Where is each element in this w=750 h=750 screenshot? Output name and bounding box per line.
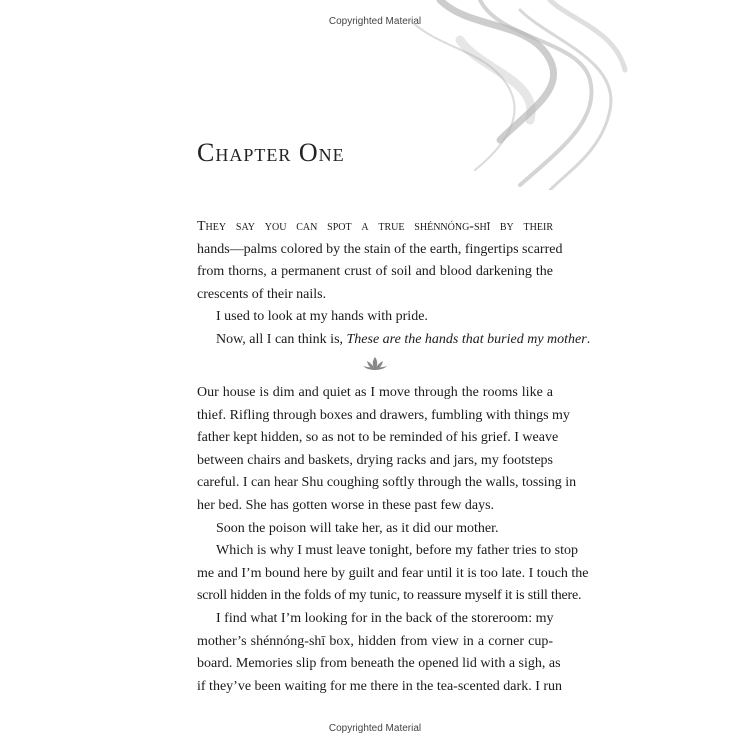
paragraph-line: if they’ve been waiting for me there in the tea-scented dark. I run (197, 678, 563, 694)
section-2 (197, 382, 589, 698)
paragraph-line: between chairs and baskets, drying racks and jars, my footsteps (197, 452, 553, 468)
paragraph-line: thief. Rifling through boxes and drawers, fumbling with things my (197, 407, 570, 423)
paragraph-line: from thorns, a permanent crust of soil and blood darkening the (197, 264, 553, 280)
paragraph-line: father kept hidden, so as not to be reminded of his grief. I weave (197, 430, 559, 446)
paragraph-line: Now, all I can think is, These are the hands that buried my mother. (216, 331, 591, 347)
chapter-title: Chapter One (197, 138, 345, 167)
paragraph-line: Soon the poison will take her, as it did our mother. (216, 520, 499, 536)
paragraph-line: crescents of their nails. (197, 286, 327, 302)
paragraph-line: careful. I can hear Shu coughing softly through the walls, tossing in (197, 475, 577, 491)
paragraph-line: board. Memories slip from beneath the opened lid with a sigh, as (197, 656, 561, 672)
paragraph-line: hands—palms colored by the stain of the earth, fingertips scarred (197, 241, 563, 257)
copyright-watermark-top: Copyrighted Material (328, 16, 422, 27)
paragraph-line: I find what I’m looking for in the back of the storeroom: my (216, 610, 554, 626)
paragraph-line: They say you can spot a true shénnóng-shī by their (197, 219, 553, 234)
copyright-watermark-bottom: Copyrighted Material (328, 723, 422, 734)
lotus-ornament-icon (362, 355, 388, 373)
paragraph-line: Which is why I must leave tonight, before my father tries to stop (216, 543, 578, 559)
paragraph-line: her bed. She has gotten worse in these past few days. (197, 497, 495, 513)
brush-stroke-decoration (380, 0, 630, 190)
section-1 (197, 216, 591, 352)
paragraph-line: mother’s shénnóng-shī box, hidden from view in a corner cup- (197, 633, 553, 649)
paragraph-line: scroll hidden in the folds of my tunic, to reassure myself it is still there. (197, 588, 582, 604)
paragraph-line: I used to look at my hands with pride. (216, 309, 428, 325)
paragraph-line: me and I’m bound here by guilt and fear until it is too late. I touch the (197, 565, 589, 581)
paragraph-line: Our house is dim and quiet as I move through the rooms like a (197, 385, 553, 400)
